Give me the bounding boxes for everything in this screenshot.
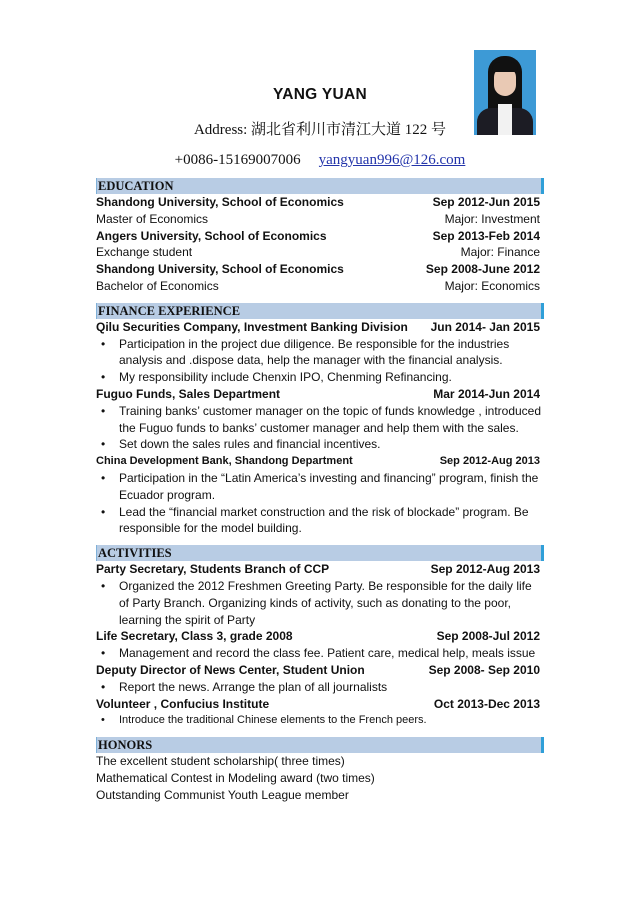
entry-date: Oct 2013-Dec 2013 — [433, 696, 540, 711]
bullet-item: • Management and record the class fee. Patient care, medical help, meals issue — [96, 645, 544, 662]
education-detail: Sep 2013-Feb 2014 — [432, 228, 540, 243]
email-link[interactable]: yangyuan996@126.com — [318, 152, 466, 168]
section-header-activities: ACTIVITIES — [96, 545, 544, 561]
bullet-item: • Training banks’ customer manager on the topic of funds knowledge , introduced the Fuguo funds to banks’ customer manager and help them with the sales. — [96, 403, 544, 437]
entry-heading — [96, 319, 544, 336]
entry-date: Sep 2012-Aug 2013 — [439, 455, 540, 468]
bullet-item: • Set down the sales rules and financial incentives. — [96, 436, 544, 453]
profile-photo — [474, 50, 536, 135]
honor-item: Outstanding Communist Youth League member — [96, 787, 349, 802]
entry-organization: Fuguo Funds, Sales Department — [96, 386, 281, 401]
bullet-list — [96, 679, 544, 696]
bullet-item: • Participation in the “Latin America’s investing and financing” program, finish the Ecuador program. — [96, 470, 544, 504]
bullet-item: • My responsibility include Chenxin IPO, Chenming Refinancing. — [96, 369, 544, 386]
education-row — [96, 211, 544, 228]
address: Address: 湖北省利川市清江大道 122 号 — [193, 122, 447, 138]
entry-heading — [96, 662, 544, 679]
bullet-item: • Participation in the project due diligence. Be responsible for the industries analysis and .dispose data, help the manager with the financial analysis. — [96, 336, 544, 370]
education-entry: Shandong University, School of Economics — [96, 262, 344, 277]
entry-heading — [96, 386, 544, 403]
education-row — [96, 261, 544, 278]
education-detail: Sep 2012-Jun 2015 — [432, 195, 540, 209]
entry-organization: Life Secretary, Class 3, grade 2008 — [96, 629, 293, 644]
education-row — [96, 244, 544, 261]
education-row — [96, 228, 544, 245]
section-header-education: EDUCATION — [96, 178, 544, 194]
resume-body — [96, 178, 544, 804]
entry-organization: Qilu Securities Company, Investment Banking Division — [96, 319, 408, 334]
education-detail: Sep 2008-June 2012 — [425, 262, 540, 277]
education-entry: Bachelor of Economics — [96, 278, 219, 293]
bullet-list — [96, 712, 544, 729]
entry-organization: China Development Bank, Shandong Department — [96, 455, 353, 468]
entry-heading — [96, 628, 544, 645]
entry-heading — [96, 453, 544, 470]
education-entry: Shandong University, School of Economics — [96, 195, 344, 209]
bullet-list — [96, 645, 544, 662]
honor-item: The excellent student scholarship( three times) — [96, 754, 345, 769]
education-row — [96, 194, 544, 211]
education-detail: Major: Economics — [444, 278, 540, 293]
bullet-item: • Lead the “financial market construction and the risk of blockade” program. Be responsible for the model building. — [96, 504, 544, 538]
entry-heading — [96, 696, 544, 713]
entry-date: Sep 2008-Jul 2012 — [436, 629, 540, 644]
section-header-finance: FINANCE EXPERIENCE — [96, 303, 544, 319]
bullet-list — [96, 403, 544, 453]
bullet-list — [96, 336, 544, 386]
entry-date: Mar 2014-Jun 2014 — [433, 386, 540, 401]
bullet-item: • Introduce the traditional Chinese elements to the French peers. — [96, 712, 544, 729]
bullet-list — [96, 578, 544, 628]
entry-organization: Party Secretary, Students Branch of CCP — [96, 562, 330, 577]
bullet-item: • Organized the 2012 Freshmen Greeting Party. Be responsible for the daily life of Party Branch. Organizing kinds of activity, such as donating to the poor, learning the spirit of Party — [96, 578, 544, 628]
phone: +0086-15169007006 — [174, 152, 301, 168]
bullet-item: • Report the news. Arrange the plan of all journalists — [96, 679, 544, 696]
bullet-list — [96, 470, 544, 537]
education-detail: Major: Investment — [444, 211, 540, 226]
entry-date: Sep 2012-Aug 2013 — [430, 562, 540, 577]
entry-organization: Volunteer , Confucius Institute — [96, 696, 270, 711]
candidate-name: YANG YUAN — [272, 86, 367, 103]
entry-date: Sep 2008- Sep 2010 — [428, 662, 540, 677]
education-detail: Major: Finance — [460, 245, 540, 260]
entry-organization: Deputy Director of News Center, Student Union — [96, 662, 365, 677]
education-entry: Exchange student — [96, 245, 193, 260]
section-header-honors: HONORS — [96, 737, 544, 753]
entry-heading — [96, 561, 544, 578]
honor-item: Mathematical Contest in Modeling award (two times) — [96, 770, 375, 785]
contact-line — [0, 152, 638, 169]
education-entry: Master of Economics — [96, 211, 209, 226]
education-entry: Angers University, School of Economics — [96, 228, 327, 243]
education-row — [96, 278, 544, 295]
entry-date: Jun 2014- Jan 2015 — [430, 319, 540, 334]
